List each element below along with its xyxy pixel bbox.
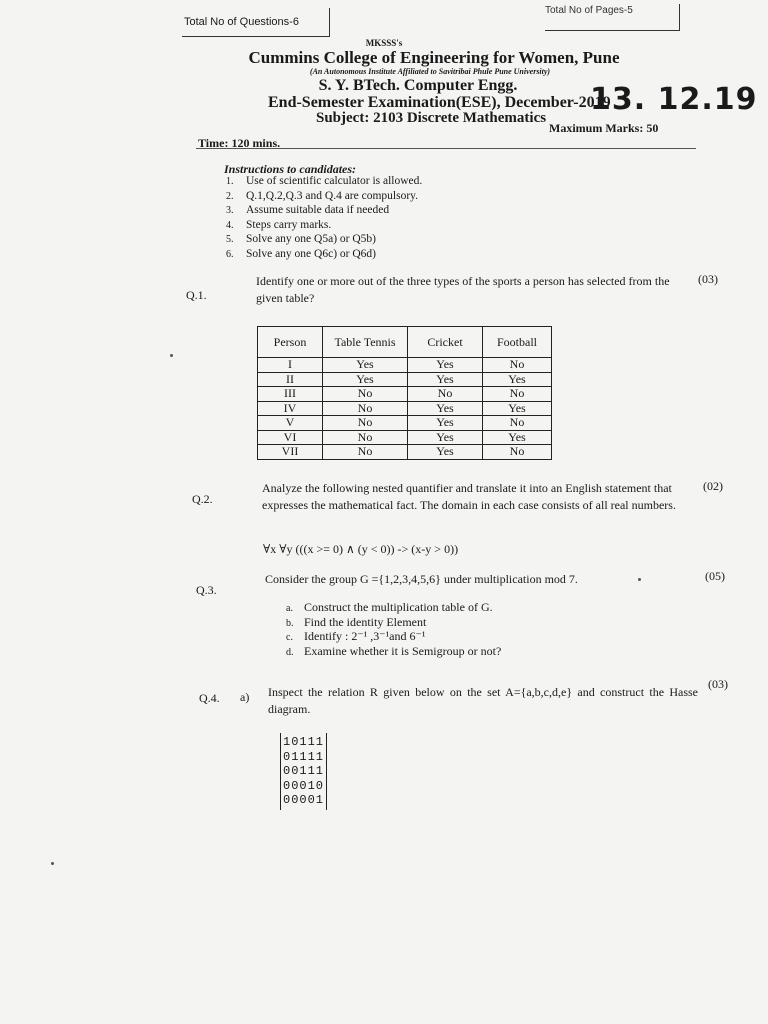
table-cell: Yes <box>483 430 552 445</box>
q3-marks: (05) <box>705 569 725 583</box>
q1-text: Identify one or more out of the three types of the sports a person has selected from the given table? <box>256 274 670 305</box>
table-cell: No <box>483 387 552 402</box>
table-cell: Yes <box>408 445 483 460</box>
q4-part-label: a) <box>240 690 250 704</box>
matrix-row: 01111 <box>283 749 325 764</box>
table-row <box>258 372 552 387</box>
instruction-item: 4. Steps carry marks. <box>226 218 332 231</box>
total-pages: Total No of Pages-5 <box>545 4 680 31</box>
matrix-row: 00001 <box>283 793 325 807</box>
total-questions: Total No of Questions-6 <box>182 8 330 37</box>
table-cell: No <box>323 416 408 431</box>
table-cell: No <box>483 358 552 373</box>
table-cell: IV <box>258 401 323 416</box>
q3-label: Q.3. <box>196 583 217 597</box>
table-header: Football <box>483 327 552 358</box>
max-marks: Maximum Marks: 50 <box>549 121 659 135</box>
table-cell: Yes <box>408 430 483 445</box>
scan-speck <box>170 354 173 357</box>
table-cell: No <box>408 387 483 402</box>
table-cell: No <box>323 445 408 460</box>
table-header: Cricket <box>408 327 483 358</box>
table-cell: V <box>258 416 323 431</box>
q4-text: Inspect the relation R given below on the set A={a,b,c,d,e} and construct the Hasse diagram. <box>268 685 698 716</box>
matrix-row: 00010 <box>283 778 325 793</box>
list-item: a. Construct the multiplication table of G. <box>286 600 493 614</box>
q2-label: Q.2. <box>192 492 213 506</box>
scan-speck <box>638 578 641 581</box>
q4-label: Q.4. <box>199 691 220 705</box>
q1-label: Q.1. <box>186 288 207 302</box>
society-name: MKSSS's <box>365 38 403 48</box>
table-cell: Yes <box>323 372 408 387</box>
table-cell: Yes <box>483 372 552 387</box>
scan-speck <box>51 862 54 865</box>
header-divider <box>196 148 696 149</box>
table-cell: No <box>323 387 408 402</box>
exam-title: End-Semester Examination(ESE), December-2019 <box>268 94 611 111</box>
instruction-item: 3. Assume suitable data if needed <box>226 204 390 216</box>
table-cell: No <box>483 416 552 431</box>
matrix-row: 10111 <box>283 735 325 749</box>
instruction-item: 2. Q.1,Q.2,Q.3 and Q.4 are compulsory. <box>226 189 419 202</box>
table-cell: Yes <box>408 358 483 373</box>
list-item: d. Examine whether it is Semigroup or not? <box>286 643 502 658</box>
q3-text: Consider the group G ={1,2,3,4,5,6} under multiplication mod 7. <box>265 572 578 586</box>
q2-formula: ∀x ∀y (((x >= 0) ∧ (y < 0)) -> (x-y > 0)) <box>263 542 459 556</box>
instruction-item: 6. Solve any one Q6c) or Q6d) <box>226 247 376 260</box>
table-cell: No <box>483 445 552 460</box>
sports-table <box>257 326 552 460</box>
table-cell: Yes <box>408 372 483 387</box>
q3-subparts <box>286 600 501 658</box>
table-row <box>258 416 552 431</box>
q2-marks: (02) <box>703 479 723 493</box>
table-row <box>258 401 552 416</box>
program-name: S. Y. BTech. Computer Engg. <box>318 77 518 94</box>
table-cell: Yes <box>408 401 483 416</box>
table-cell: No <box>323 430 408 445</box>
subject-title: Subject: 2103 Discrete Mathematics <box>316 110 547 126</box>
relation-matrix <box>280 733 327 810</box>
handwritten-date: 13. 12.19 <box>590 82 758 117</box>
instructions-title: Instructions to candidates: <box>224 162 357 176</box>
list-item: c. Identify : 2⁻¹ ,3⁻¹and 6⁻¹ <box>286 629 426 643</box>
table-row <box>258 445 552 460</box>
college-name: Cummins College of Engineering for Women, Pune <box>248 48 620 67</box>
table-cell: I <box>258 358 323 373</box>
q1-marks: (03) <box>698 272 718 286</box>
table-cell: III <box>258 387 323 402</box>
instruction-item: 1. Use of scientific calculator is allowed. <box>226 175 423 187</box>
table-cell: VII <box>258 445 323 460</box>
matrix-row: 00111 <box>283 764 325 778</box>
table-row <box>258 358 552 373</box>
table-cell: No <box>323 401 408 416</box>
table-header: Table Tennis <box>323 327 408 358</box>
table-cell: Yes <box>408 416 483 431</box>
table-row <box>258 430 552 445</box>
table-cell: Yes <box>483 401 552 416</box>
table-cell: Yes <box>323 358 408 373</box>
table-header-row <box>258 327 552 358</box>
table-cell: II <box>258 372 323 387</box>
table-cell: VI <box>258 430 323 445</box>
instruction-item: 5. Solve any one Q5a) or Q5b) <box>226 233 376 245</box>
q2-text: Analyze the following nested quantifier and translate it into an English statement that expresses the mathematical fact. The domain in each case consists of all real numbers. <box>262 481 676 512</box>
list-item: b. Find the identity Element <box>286 614 427 629</box>
affiliation: (An Autonomous Institute Affiliated to Savitribai Phule Pune University) <box>309 67 551 76</box>
instructions-list <box>226 174 422 261</box>
q4-marks: (03) <box>708 677 728 691</box>
exam-time: Time: 120 mins. <box>198 136 281 150</box>
table-header: Person <box>258 327 323 358</box>
table-row <box>258 387 552 402</box>
